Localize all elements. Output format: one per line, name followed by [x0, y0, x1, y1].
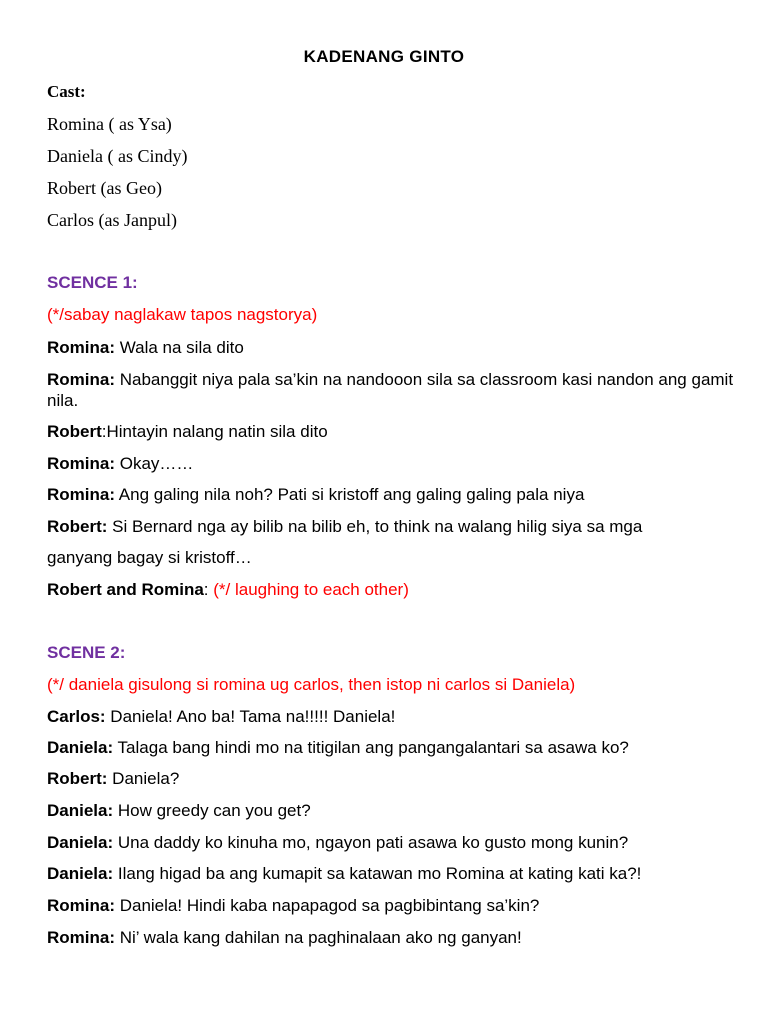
speaker-name: Robert	[47, 422, 102, 441]
speaker-name: Romina:	[47, 338, 115, 357]
dialogue-text: Okay……	[115, 454, 194, 473]
dialogue-line	[47, 453, 737, 474]
dialogue-line	[47, 579, 737, 600]
scene-heading: SCENCE 1:	[47, 273, 138, 292]
dialogue-line	[47, 863, 737, 884]
dialogue-line	[47, 337, 737, 358]
dialogue-line	[47, 927, 737, 948]
cast-label: Cast:	[47, 82, 86, 101]
dialogue-text: Ni’ wala kang dahilan na paghinalaan ako ng ganyan!	[115, 928, 522, 947]
dialogue-text: Si Bernard nga ay bilib na bilib eh, to think na walang hilig siya sa mga	[107, 517, 643, 536]
cast-item: Robert (as Geo)	[47, 178, 162, 198]
speaker-name: Daniela:	[47, 738, 114, 757]
dialogue-text: Nabanggit niya pala sa’kin na nandooon sila sa classroom kasi nandon ang gamit nila.	[47, 370, 734, 410]
scene-heading: SCENE 2:	[47, 643, 126, 662]
dialogue-line	[47, 421, 737, 442]
speaker-name: Romina:	[47, 928, 115, 947]
speaker-name: Robert:	[47, 769, 108, 788]
dialogue-text: Ilang higad ba ang kumapit sa katawan mo Romina at kating kati ka?!	[113, 864, 642, 883]
dialogue-line	[47, 800, 737, 821]
dialogue-line	[47, 832, 737, 853]
dialogue-text: Daniela! Ano ba! Tama na!!!!! Daniela!	[105, 707, 396, 726]
speaker-name: Romina:	[47, 485, 115, 504]
speaker-name: Romina:	[47, 370, 115, 389]
dialogue-text: ganyang bagay si kristoff…	[47, 548, 252, 567]
speaker-name: Robert:	[47, 517, 108, 536]
stage-direction: (*/sabay naglakaw tapos nagstorya)	[47, 305, 318, 324]
dialogue-line	[47, 484, 737, 505]
document-title: KADENANG GINTO	[303, 47, 465, 66]
dialogue-text: Daniela?	[107, 769, 180, 788]
stage-direction: (*/ daniela gisulong si romina ug carlos, then istop ni carlos si Daniela)	[47, 675, 576, 694]
dialogue-line	[47, 895, 737, 916]
speaker-name: Romina:	[47, 454, 115, 473]
dialogue-line	[47, 768, 737, 789]
speaker-name: Daniela:	[47, 864, 114, 883]
dialogue-line	[47, 547, 737, 568]
dialogue-text: Wala na sila dito	[115, 338, 244, 357]
speaker-name: Daniela:	[47, 801, 114, 820]
speaker-name: Robert and Romina	[47, 580, 204, 599]
speaker-name: Daniela:	[47, 833, 114, 852]
speaker-name: Romina:	[47, 896, 115, 915]
cast-item: Daniela ( as Cindy)	[47, 146, 188, 166]
dialogue-line	[47, 369, 737, 411]
dialogue-text: Una daddy ko kinuha mo, ngayon pati asawa ko gusto mong kunin?	[113, 833, 629, 852]
dialogue-text: :	[203, 580, 214, 599]
cast-item: Romina ( as Ysa)	[47, 114, 172, 134]
dialogue-line	[47, 706, 737, 727]
dialogue-line	[47, 516, 737, 537]
cast-item: Carlos (as Janpul)	[47, 210, 177, 230]
dialogue-text: Talaga bang hindi mo na titigilan ang pangangalantari sa asawa ko?	[113, 738, 629, 757]
dialogue-text: Ang galing nila noh? Pati si kristoff ang galing galing pala niya	[115, 485, 585, 504]
dialogue-text: How greedy can you get?	[113, 801, 311, 820]
dialogue-text: Daniela! Hindi kaba napapagod sa pagbibintang sa’kin?	[115, 896, 540, 915]
dialogue-text: :Hintayin nalang natin sila dito	[101, 422, 328, 441]
stage-direction: (*/ laughing to each other)	[213, 580, 409, 599]
dialogue-line	[47, 737, 737, 758]
speaker-name: Carlos:	[47, 707, 106, 726]
